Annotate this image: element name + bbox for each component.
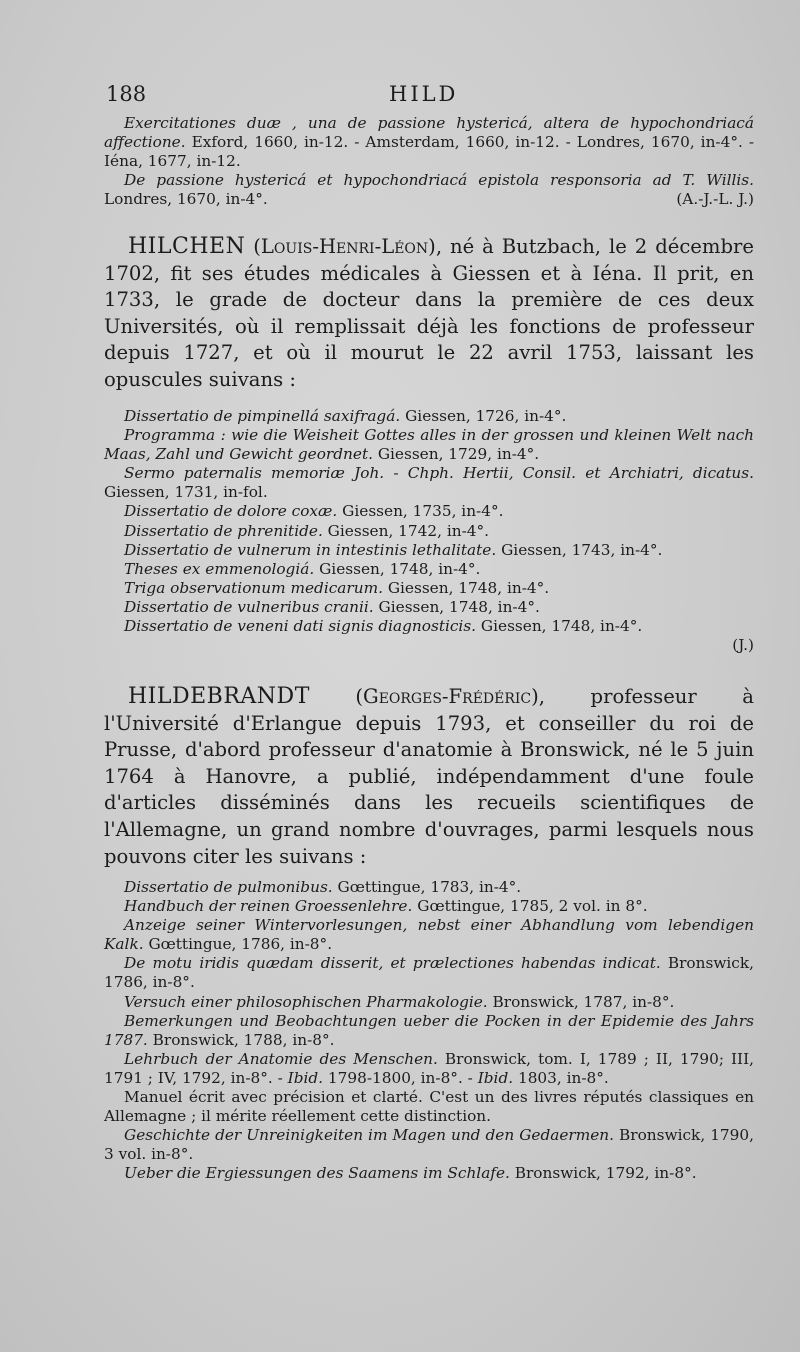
work-item: Dissertatio de pulmonibus. Gœttingue, 1783, in-4°. xyxy=(124,878,522,896)
entry-name: HILDEBRANDT xyxy=(128,684,310,709)
entry-given-names: Louis-Henri-Léon xyxy=(260,235,429,258)
hildebrandt-works xyxy=(104,878,754,1184)
work-note: Manuel écrit avec précision et clarté. C'est un des livres réputés classiques en Allemagne ; il mérite réellement cette distinction. xyxy=(104,1088,754,1126)
work-item: Handbuch der reinen Groessenlehre. Gœttingue, 1785, 2 vol. in 8°. xyxy=(124,897,648,916)
hilchen-works xyxy=(104,407,754,655)
running-header xyxy=(106,82,746,110)
work-item: Bemerkungen und Beobachtungen ueber die Pocken in der Epidemie des Jahrs 1787. Bronswick, 1788, in-8°. xyxy=(104,1011,754,1049)
work-item: Dissertatio de pimpinellá saxifragá. Giessen, 1726, in-4°. xyxy=(124,407,567,425)
work-item: Dissertatio de dolore coxæ. Giessen, 1735, in-4°. xyxy=(124,502,504,521)
work-item: Triga observationum medicarum. Giessen, 1748, in-4°. xyxy=(124,578,550,597)
page-number: 188 xyxy=(106,82,147,106)
work-item: Dissertatio de veneni dati signis diagnosticis. Giessen, 1748, in-4°. xyxy=(124,617,643,636)
entry-hildebrandt xyxy=(104,684,754,870)
work-item: De passione hystericá et hypochondriacá epistola responsoria ad T. Willis. Londres, 1670, in-4°. (A.-J.-L. J.) xyxy=(104,171,754,209)
work-item: Lehrbuch der Anatomie des Menschen. Bronswick, tom. I, 1789 ; II, 1790; III, 1791 ; IV, 1792, in-8°. - Ibid. 1798-1800, in-8°. - Ibid. 1803, in-8°. xyxy=(104,1049,754,1087)
work-item: De motu iridis quædam disserit, et prælectiones habendas indicat. Bronswick, 1786, in-8°. xyxy=(104,954,755,992)
entry-hilchen xyxy=(104,234,754,394)
work-item: Dissertatio de vulneribus cranii. Giessen, 1748, in-4°. xyxy=(124,597,540,616)
work-item: Geschichte der Unreinigkeiten im Magen und den Gedaermen. Bronswick, 1790, 3 vol. in-8°. xyxy=(104,1126,754,1164)
entry-bio: HILCHEN (Louis-Henri-Léon), né à Butzbach, le 2 décembre 1702, fit ses études médicales à Giessen et à Iéna. Il prit, en 1733, le grade de docteur dans la première de ces deux Universités, où il remplissait déjà les fonctions de professeur depuis 1727, et où il mourut le 22 avril 1753, laissant les opuscules suivans : xyxy=(104,234,754,391)
work-item: Versuch einer philosophischen Pharmakologie. Bronswick, 1787, in-8°. xyxy=(124,992,675,1011)
work-item: Exercitationes duæ , una de passione hystericá, altera de hypochondriacá affectione. Exford, 1660, in-12. - Amsterdam, 1660, in-12. - Londres, 1670, in-4°. - Iéna, 1677, in-12. xyxy=(104,114,754,171)
author-signature: (A.-J.-L. J.) xyxy=(676,190,754,209)
entry-name: HILCHEN xyxy=(128,234,246,259)
work-item: Programma : wie die Weisheit Gottes alles in der grossen und kleinen Welt nach Maas, Zahl und Gewicht geordnet. Giessen, 1729, in-4°. xyxy=(104,426,754,464)
entry-bio: HILDEBRANDT (Georges-Frédéric), professeur à l'Université d'Erlangue depuis 1793, et conseiller du roi de Prusse, d'abord professeur d'anatomie à Bronswick, né le 5 juin 1764 à Hanovre, a publié, indépendamment d'une foule d'articles disséminés dans les recueils scientifiques de l'Allemagne, un grand nombre d'ouvrages, parmi lesquels nous pouvons citer les suivans : xyxy=(104,684,754,868)
prev-entry-works xyxy=(104,114,754,209)
work-item: Dissertatio de vulnerum in intestinis lethalitate. Giessen, 1743, in-4°. xyxy=(124,540,663,559)
work-item: Theses ex emmenologiá. Giessen, 1748, in-4°. xyxy=(124,559,481,578)
author-signature: (J.) xyxy=(732,636,754,655)
work-item: Dissertatio de phrenitide. Giessen, 1742, in-4°. xyxy=(124,521,489,540)
entry-given-names: Georges-Frédéric xyxy=(363,685,532,708)
running-head-title: HILD xyxy=(389,82,459,106)
work-item: Anzeige seiner Wintervorlesungen, nebst einer Abhandlung vom lebendigen Kalk. Gœttingue, 1786, in-8°. xyxy=(104,916,754,954)
work-item: Ueber die Ergiessungen des Saamens im Schlafe. Bronswick, 1792, in-8°. xyxy=(124,1164,697,1183)
work-item: Sermo paternalis memoriæ Joh. - Chph. Hertii, Consil. et Archiatri, dicatus. Giessen, 1731, in-fol. xyxy=(104,464,754,502)
